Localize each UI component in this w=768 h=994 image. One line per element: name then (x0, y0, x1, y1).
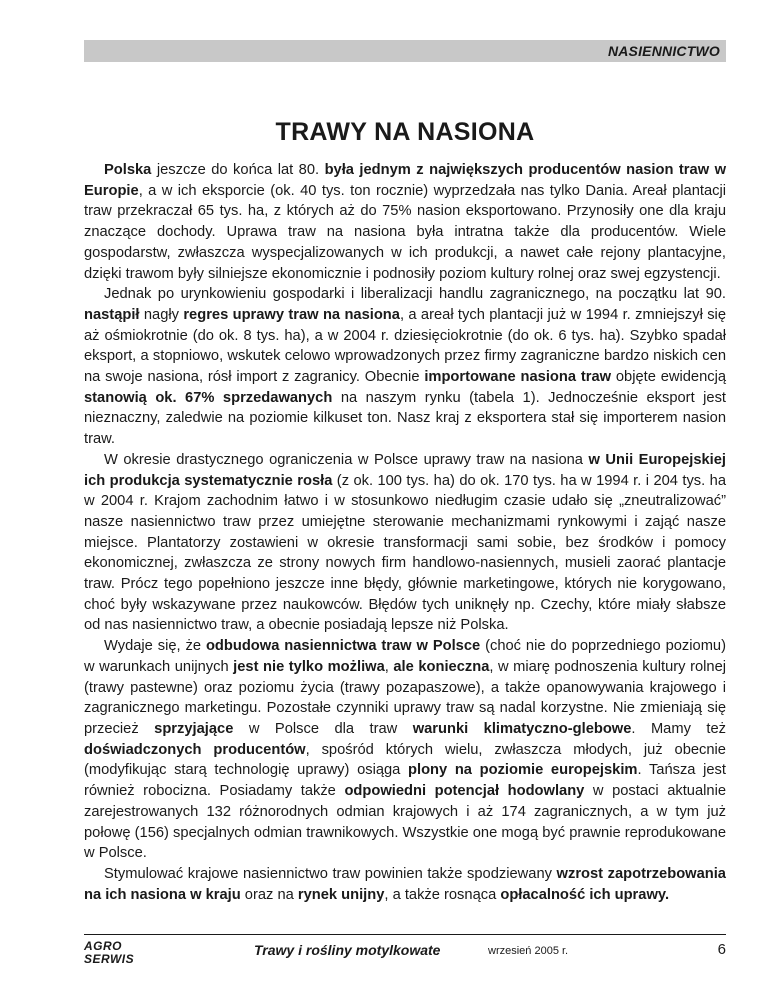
text-run: jeszcze do końca lat 80. (151, 162, 325, 178)
text-run: Jednak po urynkowieniu gospodarki i liberalizacji handlu zagranicznego, na początku lat 90. (104, 286, 726, 303)
text-run: , a w ich eksporcie (ok. 40 tys. ton rocznie) wyprzedzała nas tylko Dania. Areał plantacji traw przekraczał 65 tys. ha, z których aż do 75% nasion eksportowano. Przynosiły one dla kraju znaczące dochody. Uprawa traw na nasiona była intratna także dla producentów. Wiele gospodarstw, zwłaszcza wyspecjalizowanych w ich produkcji, a nawet całe rejony plantacyjne, dzięki trawom były silniejsze ekonomicznie i podnosiły poziom kultury rolnej oraz swej egzystencji. (84, 182, 726, 282)
text-run: na naszym rynku (tabela 1). Jednocześnie eksport jest nieznaczny, zaledwie na poziomie kilkuset ton. Nasz kraj z eksportera stał się importerem nasion traw. (84, 389, 727, 448)
bold-text-run: regres uprawy traw na nasiona (183, 306, 400, 323)
bold-text-run: Polska (104, 162, 152, 178)
text-run: , w miarę podnoszenia kultury rolnej (trawy pastewne) oraz poziomu życia (trawy pozapaszowe), a także opanowywania krajowego i zagranicznego marketingu. Pozostałe czynniki uprawy traw są nadal korzystne. Nie zmieniają się przecież (84, 658, 726, 737)
publication-title: Trawy i rośliny motylkowate (254, 942, 441, 958)
bold-text-run: doświadczonych producentów (84, 741, 306, 758)
text-run: Wydaje się, że (104, 638, 206, 655)
text-run: , spośród których wielu, zwłaszcza młodych, już obecnie (modyfikując starą technologię uprawy) osiąga (84, 741, 726, 779)
bold-text-run: była jednym z największych producentów nasion traw w Europie (84, 162, 727, 199)
bold-text-run: wzrost zapotrzebowania na ich nasiona w kraju (84, 865, 726, 903)
bold-text-run: ale konieczna (393, 658, 490, 675)
section-label: NASIENNICTWO (607, 43, 720, 59)
text-run: W okresie drastycznego ograniczenia w Polsce uprawy traw na nasiona (104, 451, 589, 468)
article-title: TRAWY NA NASIONA (275, 118, 535, 146)
page-number: 6 (717, 941, 726, 958)
paragraph (84, 636, 726, 864)
text-run: Stymulować krajowe nasiennictwo traw powinien także spodziewany (104, 865, 557, 882)
text-run: w Polsce dla traw (233, 720, 413, 737)
text-run: . Mamy też (631, 720, 726, 737)
bold-text-run: opłacalność ich uprawy. (500, 886, 670, 903)
bold-text-run: rynek unijny (297, 886, 385, 903)
paragraph (84, 864, 726, 905)
bold-text-run: w Unii Europejskiej ich produkcja systematycznie rosła (84, 451, 727, 489)
bold-text-run: warunki klimatyczno-glebowe (412, 720, 632, 737)
text-run: objęte ewidencją (611, 369, 727, 386)
text-run: (z ok. 100 tys. ha) do ok. 170 tys. ha w 1994 r. i 204 tys. ha w 2004 r. Krajom zachodnim łatwo i w stosunkowo niedługim czasie udało się „zneutralizować” nasze nasiennictwo traw przez umiejętne sterowanie mechanizmami rynkowymi i zająć nasze miejsce. Plantatorzy zostawieni w okresie transformacji sami sobie, bez środków i pomocy ekonomicznej, zwłaszcza ze strony nowych firm handlowo-nasiennych, musieli zaorać plantacje traw. Prócz tego popełniono jeszcze inne błędy, głównie marketingowe, których nie korygowano, choć były wskazywane przez naukowców. Błędów tych uniknęły np. Czechy, które miały słabsze od nas nasiennictwo traw, a obecnie posiadają lepsze niż Polska. (84, 472, 726, 634)
logo-line-agro: AGRO (84, 939, 122, 953)
bold-text-run: plony na poziomie europejskim (408, 762, 638, 779)
bold-text-run: sprzyjające (154, 720, 234, 737)
article-body (84, 160, 726, 905)
paragraph (84, 284, 726, 450)
bold-text-run: odbudowa nasiennictwa traw w Polsce (205, 638, 481, 655)
paragraph (84, 450, 726, 636)
agro-serwis-logo (84, 940, 134, 966)
text-run: (choć nie do poprzedniego poziomu) w warunkach unijnych (84, 638, 726, 675)
bold-text-run: nastąpił (84, 306, 140, 323)
text-run: oraz na (240, 886, 298, 903)
bold-text-run: stanowią ok. 67% sprzedawanych (84, 389, 333, 406)
text-run: . Tańsza jest również robocizna. Posiadamy także (84, 762, 726, 800)
issue-date: wrzesień 2005 r. (488, 945, 569, 957)
section-header-bar (84, 40, 726, 62)
text-run: nagły (139, 306, 184, 323)
text-run: , (384, 658, 394, 675)
text-run: , a areał tych plantacji już w 1994 r. zmniejszył się aż ośmiokrotnie (do ok. 8 tys. ha), a w 2004 r. dziesięciokrotnie (do ok. 6 tys. ha). Szybko spadał eksport, a stopniowo, wskutek celowo wprowadzonych przez firmy zagraniczne bardzo niskich cen na swoje nasiona, rósł import z zagranicy. Obecnie (84, 306, 726, 386)
text-run: w postaci aktualnie zarejestrowanych 132 różnorodnych odmian krajowych i aż 174 zagranicznych, a w tym już połowę (156) specjalnych odmian trawnikowych. Wszystkie one mogą być prawnie reprodukowane w Polsce. (84, 783, 726, 862)
bold-text-run: importowane nasiona traw (424, 369, 612, 386)
bold-text-run: odpowiedni potencjał hodowlany (344, 783, 585, 800)
text-run: , a także rosnąca (384, 886, 501, 903)
footer-divider (84, 934, 726, 935)
bold-text-run: jest nie tylko możliwa (233, 658, 385, 675)
paragraph (84, 160, 726, 284)
logo-line-serwis: SERWIS (84, 952, 135, 966)
